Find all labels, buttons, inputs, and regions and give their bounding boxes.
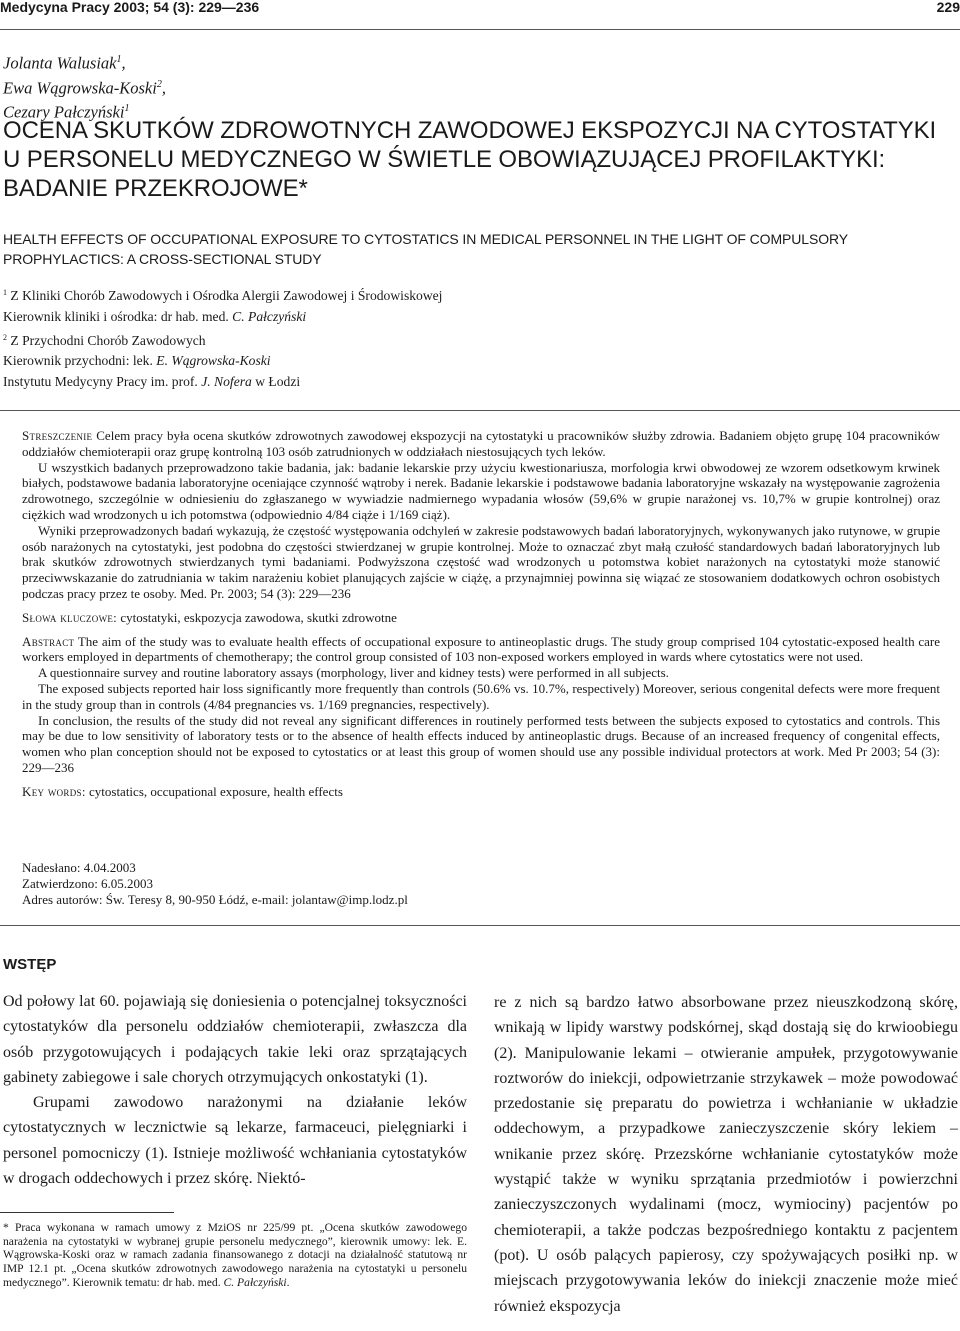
abstract-pl-label: Streszczenie <box>22 428 93 443</box>
keywords-en-label: Key words: <box>22 783 86 799</box>
received-date: Nadesłano: 4.04.2003 <box>22 860 136 875</box>
keywords-en: Key words: cytostatics, occupational exposure, health effects <box>22 783 343 799</box>
article-title-english: HEALTH EFFECTS OF OCCUPATIONAL EXPOSURE TO CYTOSTATICS IN MEDICAL PERSONNEL IN THE LIGHT OF COMPULSORY PROPHYLACTICS: A CROSS-SECTIONAL STUDY <box>3 231 848 267</box>
body-paragraph: Grupami zawodowo narażonymi na działanie leków cytostatycznych w lecznictwie są lekarze, farmaceuci, pielęgniarki i personel pomocniczy (1). Istnieje możliwość wchłaniania cytostatyków w drogach oddechowych i przez skórę. Niektó- <box>3 1094 467 1188</box>
abstracts-block <box>22 428 940 800</box>
abstract-en-paragraph: In conclusion, the results of the study did not reveal any significant differences in routinely performed tests between the subjects exposed to cytostatics and controls. This may be due to low sensitivity of laboratory tests or to the absence of health effects induced by antineoplastic drugs. Because of an increased frequency of congenital effects, women who plan conception should not be exposed to cytostatics or at least this group of women should use any possible individual protectors at work. Med Pr 2003; 54 (3): 229—236 <box>22 712 940 775</box>
abstract-bottom-rule <box>0 925 960 926</box>
author: Cezary Pałczyński$^1$ <box>3 102 130 122</box>
affiliation-2: $^2$ Z Przychodni Chorób Zawodowych <box>3 332 206 348</box>
abstract-pl-paragraph: U wszystkich badanych przeprowadzono takie badania, jak: badanie lekarskie przy użyciu kwestionariusza, morfologia krwi obwodowej ze wzorem odsetkowym krwinek białych, podstawowe badania laboratoryjne oceniające czynność wątroby i nerek. Badanie lekarskie i podstawowe badania laboratoryjne wskazały na występowanie zagrożenia zdrowotnego, szczególnie w odniesieniu do zgłaszanego w wywiadzie nadmiernego wypadania włosów (59,6% w grupie narażonej vs. 10,7% w grupie kontrolnej) oraz ciężkich wad wrodzonych u ich potomstwa (odpowiednio 4/84 ciąże i 1/169 ciąż). <box>22 459 940 522</box>
author: Jolanta Walusiak$^1$, <box>3 53 126 73</box>
accepted-date: Zatwierdzono: 6.05.2003 <box>22 875 154 891</box>
abstract-en-paragraph: The exposed subjects reported hair loss significantly more frequently than controls (50.6% vs. 10.7%, respectively) Moreover, serious congenital defects were more frequent in the study group than in controls (4/84 pregnancies vs. 1/169 pregnancies, respectively). <box>22 680 940 712</box>
affiliation-1-head: Kierownik kliniki i ośrodka: dr hab. med. C. Pałczyński <box>3 308 307 324</box>
submission-info <box>22 860 408 908</box>
header-rule <box>0 29 960 30</box>
abstract-pl-paragraph: Streszczenie Celem pracy była ocena skutków zdrowotnych zawodowej ekspozycji na cytostatyki u pracowników służby zdrowia. Badaniem objęto grupę 104 pracowników oddziałów chemioterapii oraz grupę kontrolną 103 osób zatrudnionych w oddziałach niestosujących tych leków. <box>22 428 940 459</box>
article-title-polish: OCENA SKUTKÓW ZDROWOTNYCH ZAWODOWEJ EKSPOZYCJI NA CYTOSTATYKI U PERSONELU MEDYCZNEGO W ŚWIETLE OBOWIĄZUJĄCEJ PROFILAKTYKI: BADANIE PRZEKROJOWE* <box>3 117 937 202</box>
abstract-pl-paragraph: Wyniki przeprowadzonych badań wykazują, że częstość występowania odchyleń w zakresie podstawowych badań laboratoryjnych, wykonywanych jako rutynowe, w grupie osób narażonych na cytostatyki, jest podobna do częstości stwierdzanej w grupie kontrolnej. Może to oznaczać zbyt małą czułość standardowych badań laboratoryjnych lub brak skutków zdrowotnych stwierdzanych tymi badaniami. Podwyższona częstość wad wrodzonych u potomstwa kobiet narażonych na cytostatyki może stanowić przeciwwskazanie do zatrudniania w takim narażeniu kobiet planujących zajście w ciążę, a przynajmniej powinna się wiązać ze stosowaniem dodatkowych ochron osobistych podczas pracy przez te osoby. Med. Pr. 2003; 54 (3): 229—236 <box>22 522 940 601</box>
affiliations <box>3 283 442 393</box>
journal-citation: Medycyna Pracy 2003; 54 (3): 229—236 <box>0 0 260 15</box>
abstract-en-paragraph: A questionnaire survey and routine laboratory assays (morphology, liver and kidney tests) were performed in all subjects. <box>38 665 669 681</box>
footnote: * Praca wykonana w ramach umowy z MziOS nr 225/99 pt. „Ocena skutków zawodowego narażenia na cytostatyki w wybranej grupie personelu medycznego”, kierownik umowy: lek. E. Wągrowska-Koski oraz w ramach zadania finansowanego z dotacji na działalność statutową nr IMP 12.1 pt. „Ocena skutków zdrowotnych zawodowego narażenia na cytostatyki u personelu medycznego”. Kierownik tematu: dr hab. med. C. Pałczyński. <box>3 1221 467 1289</box>
author: Ewa Wągrowska-Koski$^2$, <box>3 78 166 97</box>
section-heading: WSTĘP <box>3 956 57 973</box>
body-paragraph: Od połowy lat 60. pojawiają się doniesienia o potencjalnej toksyczności cytostatyków dla personelu oddziałów chemioterapii, zwłaszcza dla osób przygotowujących i podających takie leki oraz sprzątających gabinety zabiegowe i sale chorych otrzymujących onkostatyki (1). <box>3 993 467 1086</box>
page-number: 229 <box>936 0 960 15</box>
affiliation-2-head: Kierownik przychodni: lek. E. Wągrowska-Koski <box>3 353 271 369</box>
author-list <box>3 49 166 123</box>
body-column-right <box>494 990 958 1319</box>
abstract-en-label: Abstract <box>22 633 75 649</box>
affiliation-1: $^1$ Z Kliniki Chorób Zawodowych i Ośrodka Alergii Zawodowej i Środowiskowej <box>3 288 443 303</box>
running-head <box>0 0 960 14</box>
institute: Instytutu Medycyny Pracy im. prof. J. Nofera w Łodzi <box>3 374 301 390</box>
body-paragraph: re z nich są bardzo łatwo absorbowane przez nieuszkodzoną skórę, wnikają w lipidy warstwy podskórnej, skąd dostają się do krwioobiegu (2). Manipulowanie lekami – otwieranie ampułek, przygotowywanie roztworów do iniekcji, odpowietrzanie strzykawek – może powodować przedostanie się preparatu do powietrza i wchłanianie w układzie oddechowym, a przypadkowe zanieczyszczenie skóry lekiem – wnikanie przez skórę. Przezskórne wchłanianie cytostatyków może wystąpić także w wyniku sprzątania przedmiotów i powierzchni zanieczyszczonych wydalinami (mocz, wymiociny) pacjentów po chemioterapii, a także podczas bezpośredniego kontaktu z pacjentem (pot). U osób palących papierosy, czy spożywających posiłki np. w miejscach przygotowywania leków do iniekcji znaczenie może mieć również ekspozycja <box>494 994 958 1315</box>
footnote-rule <box>0 1212 174 1213</box>
keywords-pl-label: Słowa kluczowe: <box>22 609 118 625</box>
abstract-top-rule <box>0 410 960 411</box>
author-address: Adres autorów: Św. Teresy 8, 90-950 Łódź, e-mail: jolantaw@imp.lodz.pl <box>22 891 408 907</box>
abstract-en-paragraph: Abstract The aim of the study was to evaluate health effects of occupational exposure to antineoplastic drugs. The study group comprised 104 cytostatic-exposed health care workers employed in departments of chemotherapy; the control group consisted of 103 non-exposed workers employed in wards where cytostatics were not used. <box>22 633 940 665</box>
body-column-left <box>3 989 467 1191</box>
keywords-pl: Słowa kluczowe: cytostatyki, eskpozycja zawodowa, skutki zdrowotne <box>22 609 397 625</box>
